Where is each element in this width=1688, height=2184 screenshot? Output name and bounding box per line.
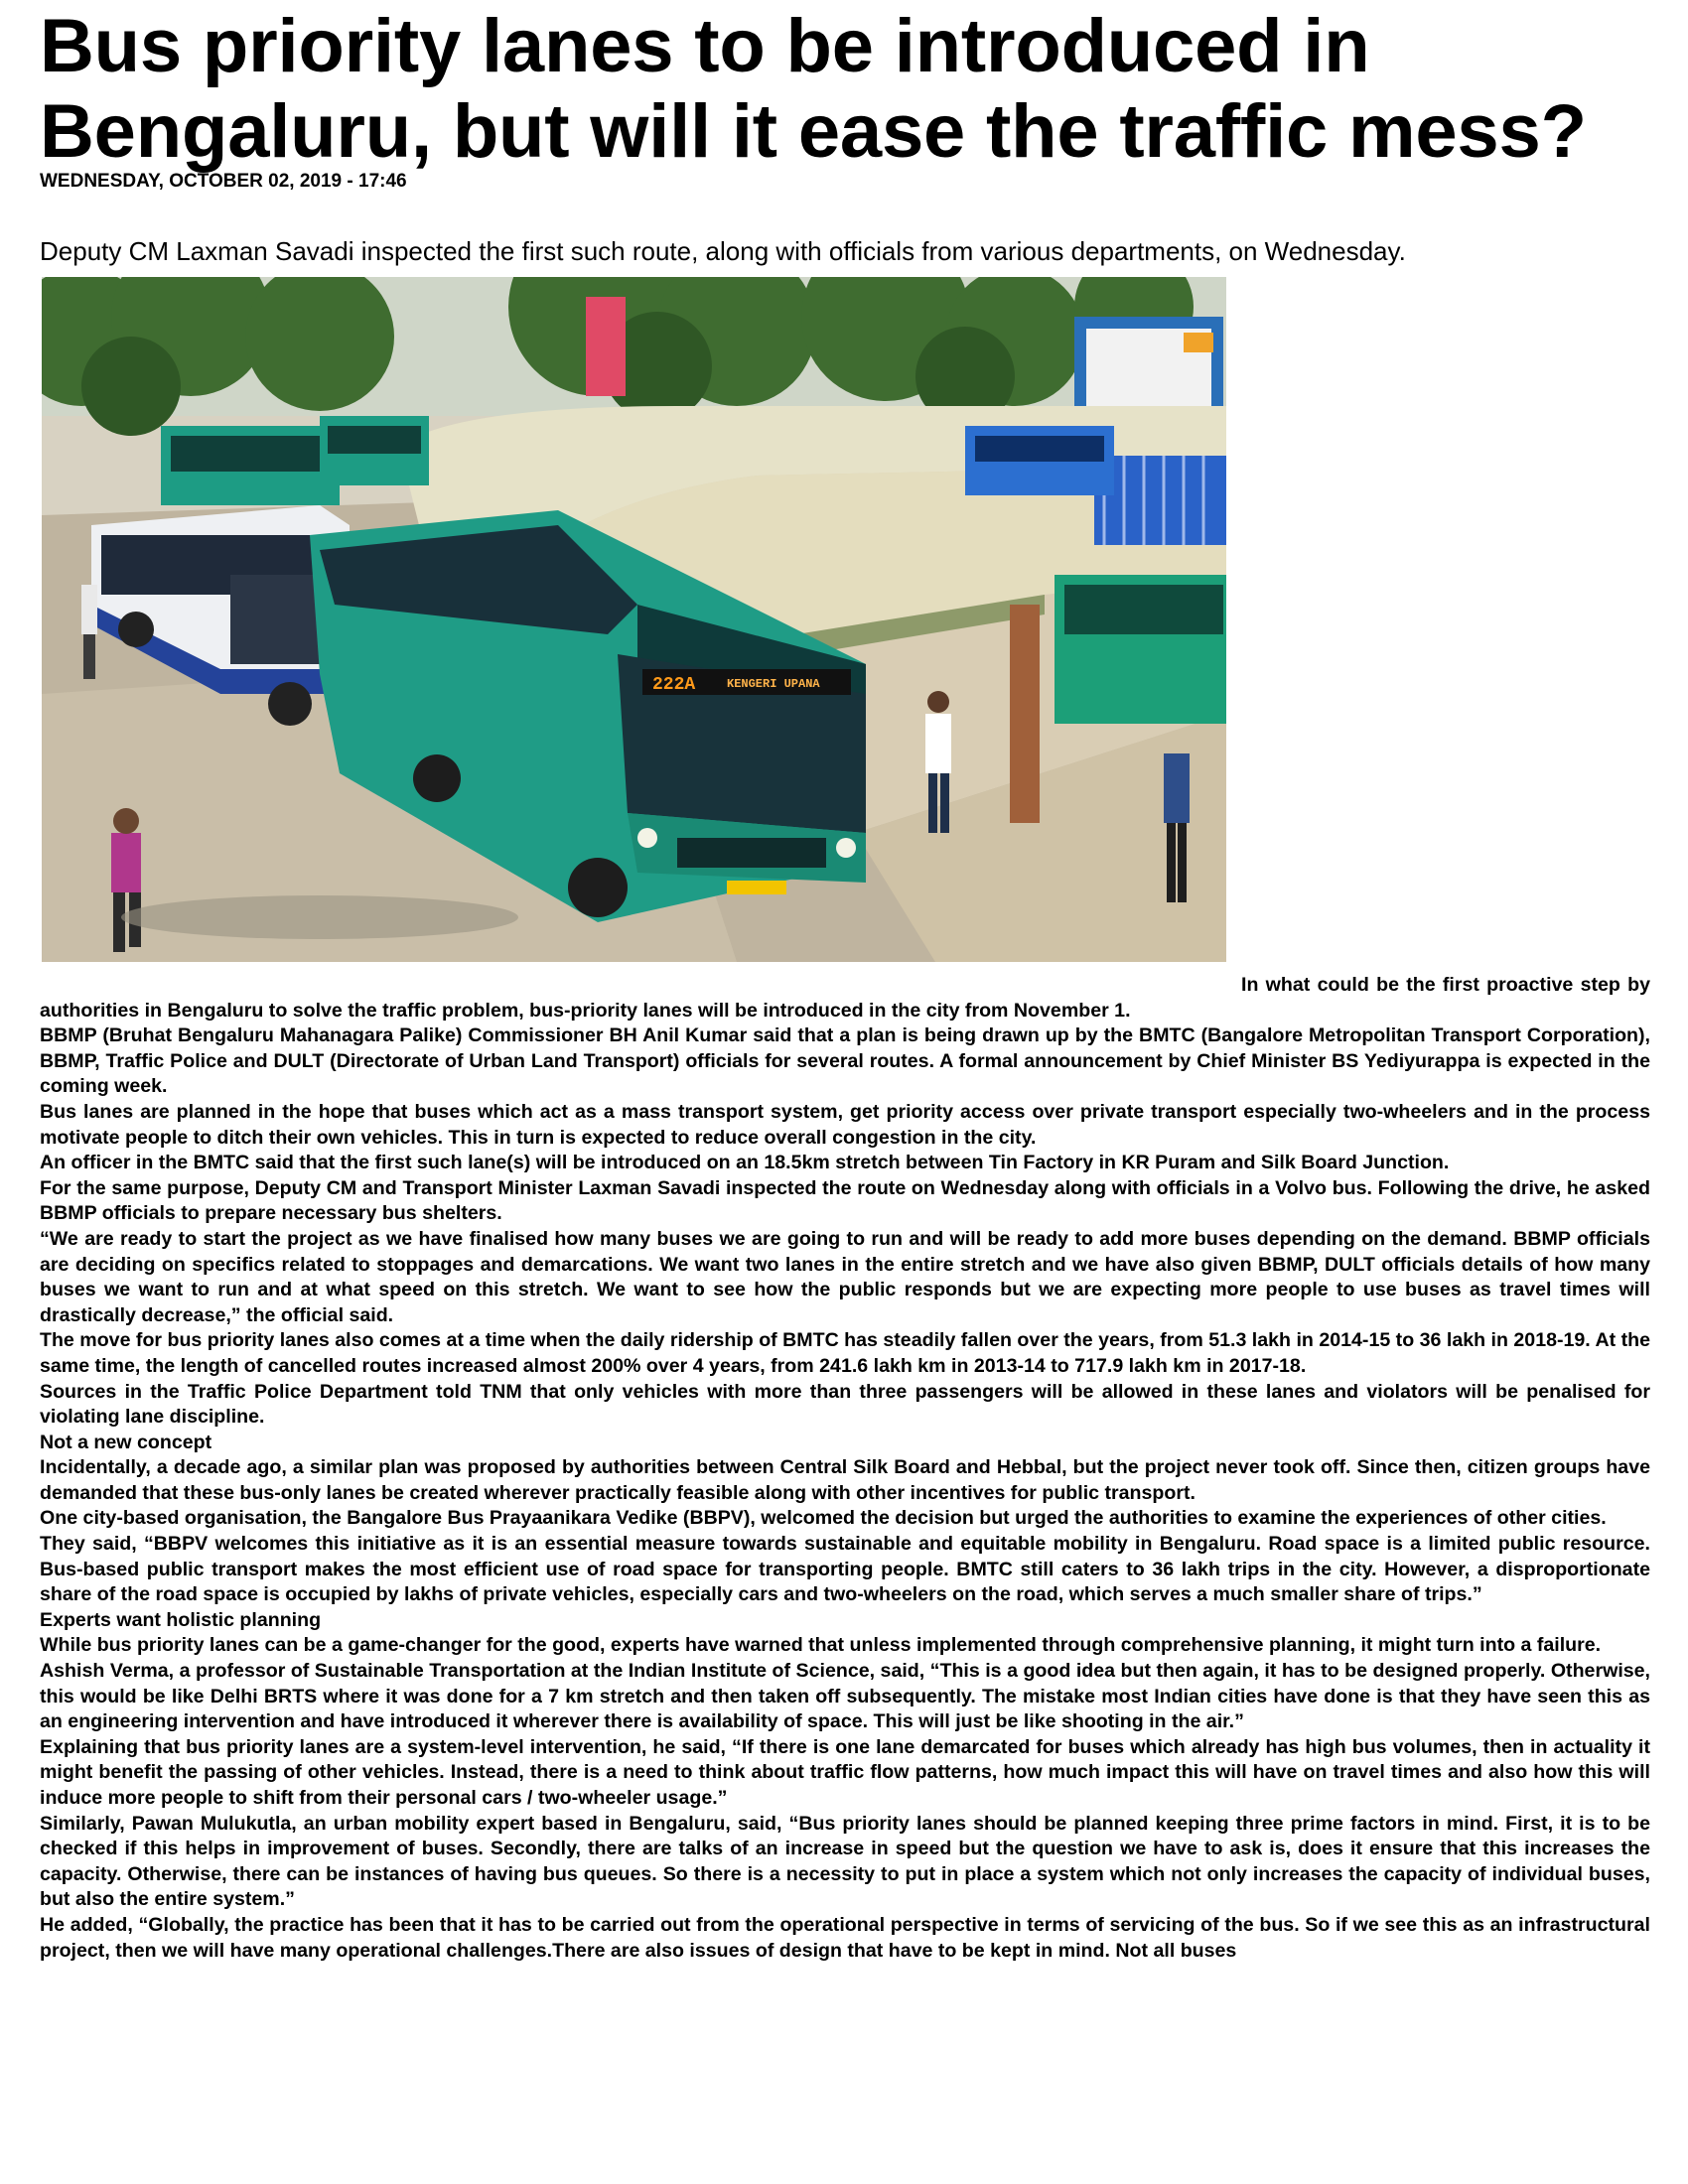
article-paragraph: Bus lanes are planned in the hope that buses which act as a mass transport system, get priority access over private transport especially two-wheelers and in the process motivate people to ditch their own vehicles. This in turn is expected to reduce overall congestion in the city. xyxy=(40,1100,1650,1149)
section-subheading: Not a new concept xyxy=(40,1431,212,1453)
article-standfirst: Deputy CM Laxman Savadi inspected the first such route, along with officials from various departments, on Wednesday. xyxy=(40,236,1406,266)
article-dateline: WEDNESDAY, OCTOBER 02, 2019 - 17:46 xyxy=(40,171,407,192)
article-paragraph: BBMP (Bruhat Bengaluru Mahanagara Palike) Commissioner BH Anil Kumar said that a plan is being drawn up by the BMTC (Bangalore Metropolitan Transport Corporation), BBMP, Traffic Police and DULT (Directorate of Urban Land Transport) officials for several routes. A formal announcement by Chief Minister BS Yediyurappa is expected in the coming week. xyxy=(40,1024,1650,1098)
article-paragraph xyxy=(40,973,1650,1024)
article-body xyxy=(40,973,1650,1964)
article-headline: Bus priority lanes to be introduced in Bengaluru, but will it ease the traffic mess? xyxy=(40,4,1587,174)
paragraph-text: In what could be the first proactive step by authorities in Bengaluru to solve the traffic problem, bus-priority lanes will be introduced in the city from November 1. xyxy=(40,974,1650,1022)
article-paragraph: One city-based organisation, the Bangalore Bus Prayaanikara Vedike (BBPV), welcomed the decision but urged the authorities to examine the experiences of other cities. xyxy=(40,1507,1607,1530)
article-paragraph: The move for bus priority lanes also comes at a time when the daily ridership of BMTC has steadily fallen over the years, from 51.3 lakh in 2014-15 to 36 lakh in 2018-19. At the same time, the length of cancelled routes increased almost 200% over 4 years, from 241.6 lakh km in 2013-14 to 717.9 lakh km in 2017-18. xyxy=(40,1329,1650,1377)
article-paragraph: He added, “Globally, the practice has been that it has to be carried out from the operational perspective in terms of servicing of the bus. So if we see this as an infrastructural project, then we will have many operational challenges.There are also issues of design that have to be kept in mind. Not all buses xyxy=(40,1913,1650,1962)
article-paragraph: They said, “BBPV welcomes this initiative as it is an essential measure towards sustainable and equitable mobility in Bengaluru. Road space is a limited public resource. Bus-based public transport makes the most efficient use of road space for transporting people. BMTC still caters to 36 lakh trips in the city. However, a disproportionate share of the road space is occupied by lakhs of private vehicles, especially cars and two-wheelers on the road, which serves a much smaller share of trips.” xyxy=(40,1533,1650,1606)
article-paragraph: Explaining that bus priority lanes are a system-level intervention, he said, “If there is one lane demarcated for buses which already has high bus volumes, then in actuality it might benefit the passing of other vehicles. Instead, there is a need to think about traffic flow patterns, how much impact this will have on travel times and also how this will induce more people to shift from their personal cars / two-wheeler usage.” xyxy=(40,1735,1650,1809)
article-paragraph: Similarly, Pawan Mulukutla, an urban mobility expert based in Bengaluru, said, “Bus priority lanes should be planned keeping three prime factors in mind. First, it is to be checked if this helps in improvement of buses. Secondly, there are talks of an increase in speed but the question we have to ask is, does it ensure that this increases the capacity. Otherwise, there can be instances of having bus queues. So there is a necessity to put in place a system which not only increases the capacity of individual buses, but also the entire system.” xyxy=(40,1812,1650,1911)
article-paragraph: An officer in the BMTC said that the first such lane(s) will be introduced on an 18.5km stretch between Tin Factory in KR Puram and Silk Board Junction. xyxy=(40,1152,1450,1174)
article-paragraph: While bus priority lanes can be a game-changer for the good, experts have warned that unless implemented through comprehensive planning, it might turn into a failure. xyxy=(40,1634,1602,1657)
article-paragraph: “We are ready to start the project as we have finalised how many buses we are going to run and will be ready to add more buses depending on the demand. BBMP officials are deciding on specifics related to stoppages and demarcations. We want two lanes in the entire stretch and we have also given BBMP, DULT officials details of how many buses we want to run and at what speed on this stretch. We want to see how the public responds but we are expecting more people to use buses as travel times will drastically decrease,” the official said. xyxy=(40,1227,1650,1326)
article-paragraph: Incidentally, a decade ago, a similar plan was proposed by authorities between Central Silk Board and Hebbal, but the project never took off. Since then, citizen groups have demanded that these bus-only lanes be created wherever practically feasible along with other incentives for public transport. xyxy=(40,1456,1650,1504)
article-paragraph: For the same purpose, Deputy CM and Transport Minister Laxman Savadi inspected the route on Wednesday along with officials in a Volvo bus. Following the drive, he asked BBMP officials to prepare necessary bus shelters. xyxy=(40,1176,1650,1225)
article-paragraph: Ashish Verma, a professor of Sustainable Transportation at the Indian Institute of Science, said, “This is a good idea but then again, it has to be designed properly. Otherwise, this would be like Delhi BRTS where it was done for a 7 km stretch and then taken off subsequently. The mistake most Indian cities have done is that they have seen this as an engineering intervention and have introduced it wherever there is availability of space. This will just be like shooting in the air.” xyxy=(40,1660,1650,1733)
destination-display: KENGERI UPANA xyxy=(727,677,820,691)
article-photo-bus-station xyxy=(42,277,1226,962)
article-paragraph: Sources in the Traffic Police Department told TNM that only vehicles with more than three passengers will be allowed in these lanes and violators will be penalised for violating lane discipline. xyxy=(40,1380,1650,1429)
route-number-display: 222A xyxy=(652,675,696,695)
section-subheading: Experts want holistic planning xyxy=(40,1608,322,1631)
